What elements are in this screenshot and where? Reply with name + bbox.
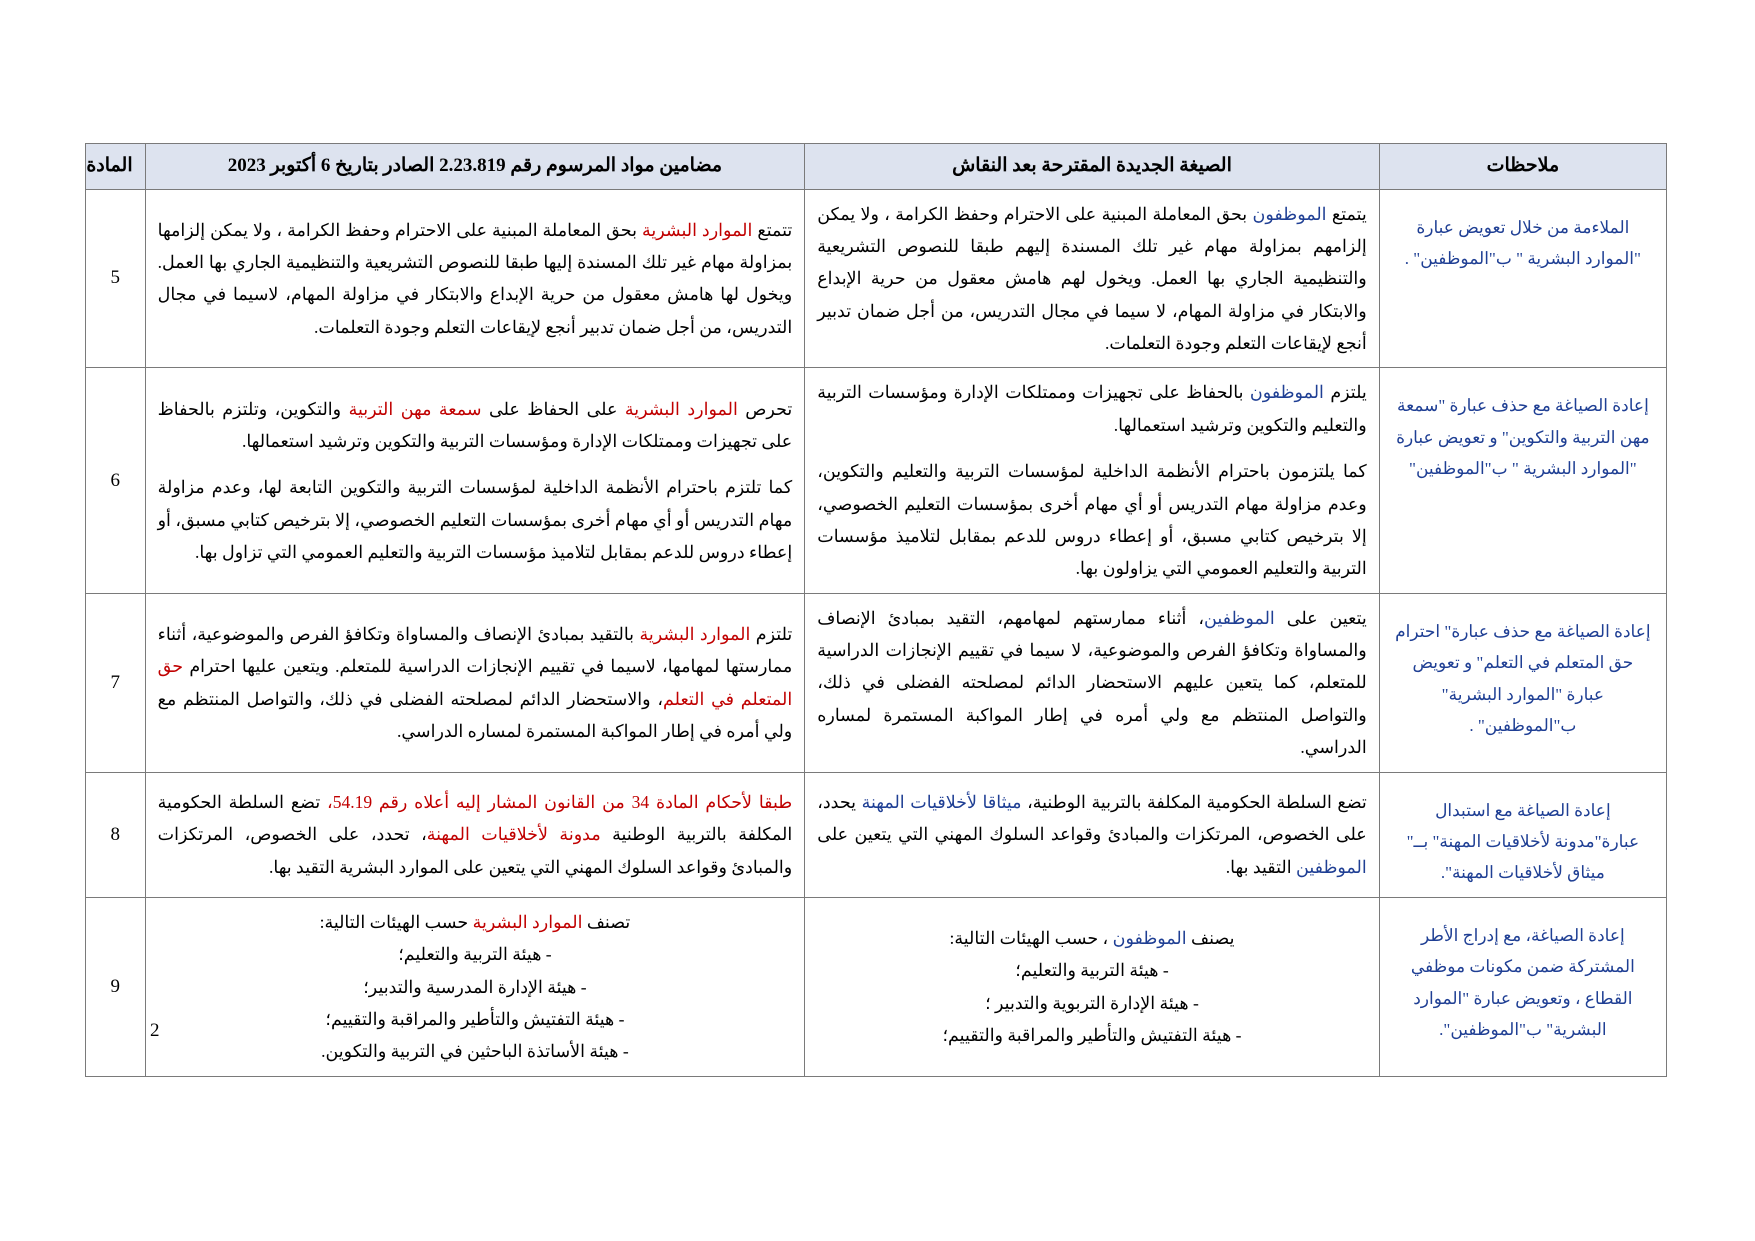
column-header-original-text: مضامين مواد المرسوم رقم 2.23.819 الصادر بتاريخ 6 أكتوبر 2023 (145, 144, 805, 190)
table-header (86, 144, 1667, 190)
column-header-article: المادة (86, 144, 146, 190)
row-notes: الملاءمة من خلال تعويض عبارة "الموارد البشرية " ب"الموظفين" . (1379, 189, 1666, 368)
row-original-text: تصنف الموارد البشرية حسب الهيئات التالية: - هيئة التربية والتعليم؛ - هيئة الإدارة المدرسية والتدبير؛ - هيئة التفتيش والتأطير والمراقبة والتقييم؛ - هيئة الأساتذة الباحثين في التربية والتكوين. (145, 897, 805, 1076)
articles-comparison-table (85, 143, 1667, 1077)
row-article-number: 8 (86, 772, 146, 897)
row-article-number: 6 (86, 368, 146, 593)
row-original-text: طبقا لأحكام المادة 34 من القانون المشار إليه أعلاه رقم 54.19، تضع السلطة الحكومية المكلفة بالتربية الوطنية مدونة لأخلاقيات المهنة، تحدد، على الخصوص، المرتكزات والمبادئ وقواعد السلوك المهني التي يتعين على الموارد البشرية التقيد بها. (145, 772, 805, 897)
row-notes: إعادة الصياغة مع استبدال عبارة"مدونة لأخلاقيات المهنة" بــ" ميثاق لأخلاقيات المهنة". (1379, 772, 1666, 897)
row-new-text: يصنف الموظفون ، حسب الهيئات التالية: - هيئة التربية والتعليم؛ - هيئة الإدارة التربوية والتدبير ؛ - هيئة التفتيش والتأطير والمراقبة والتقييم؛ (805, 897, 1380, 1076)
table-row (86, 897, 1667, 1076)
table-body (86, 189, 1667, 1076)
column-header-new-text: الصيغة الجديدة المقترحة بعد النقاش (805, 144, 1380, 190)
row-original-text: تلتزم الموارد البشرية بالتقيد بمبادئ الإنصاف والمساواة وتكافؤ الفرص والموضوعية، أثناء ممارستها لمهامها، لاسيما في تقييم الإنجازات الدراسية للمتعلم. ويتعين عليها احترام حق المتعلم في التعلم، والاستحضار الدائم لمصلحته الفضلى في ذلك، والتواصل المنتظم مع ولي أمره في إطار المواكبة المستمرة لمساره الدراسي. (145, 593, 805, 772)
table-row (86, 368, 1667, 593)
table-row (86, 189, 1667, 368)
row-notes: إعادة الصياغة مع حذف عبارة "سمعة مهن التربية والتكوين" و تعويض عبارة "الموارد البشرية " ب"الموظفين" (1379, 368, 1666, 593)
row-new-text: يلتزم الموظفون بالحفاظ على تجهيزات وممتلكات الإدارة ومؤسسات التربية والتعليم والتكوين وترشيد استعمالها. كما يلتزمون باحترام الأنظمة الداخلية لمؤسسات التربية والتعليم والتكوين، وعدم مزاولة مهام التدريس أو أي مهام أخرى بمؤسسات التعليم الخصوصي، إلا بترخيص كتابي مسبق، أو إعطاء دروس للدعم بمقابل لتلاميذ مؤسسات التربية والتعليم العمومي التي يزاولون بها. (805, 368, 1380, 593)
row-article-number: 9 (86, 897, 146, 1076)
column-header-notes: ملاحظات (1379, 144, 1666, 190)
table-header-row (86, 144, 1667, 190)
row-new-text: يتعين على الموظفين، أثناء ممارستهم لمهامهم، التقيد بمبادئ الإنصاف والمساواة وتكافؤ الفرص والموضوعية، لا سيما في تقييم الإنجازات الدراسية للمتعلم، كما يتعين عليهم الاستحضار الدائم لمصلحته الفضلى في ذلك، والتواصل المنتظم مع ولي أمره في إطار المواكبة المستمرة لمساره الدراسي. (805, 593, 1380, 772)
row-original-text: تحرص الموارد البشرية على الحفاظ على سمعة مهن التربية والتكوين، وتلتزم بالحفاظ على تجهيزات وممتلكات الإدارة ومؤسسات التربية والتكوين وترشيد استعمالها. كما تلتزم باحترام الأنظمة الداخلية لمؤسسات التربية والتكوين التابعة لها، وعدم مزاولة مهام التدريس أو أي مهام أخرى بمؤسسات التعليم الخصوصي، إلا بترخيص كتابي مسبق، أو إعطاء دروس للدعم بمقابل لتلاميذ مؤسسات التربية والتعليم العمومي التي تزاول بها. (145, 368, 805, 593)
table-row (86, 772, 1667, 897)
row-new-text: تضع السلطة الحكومية المكلفة بالتربية الوطنية، ميثاقا لأخلاقيات المهنة يحدد، على الخصوص، المرتكزات والمبادئ وقواعد السلوك المهني التي يتعين على الموظفين التقيد بها. (805, 772, 1380, 897)
row-notes: إعادة الصياغة مع حذف عبارة" احترام حق المتعلم في التعلم" و تعويض عبارة "الموارد البشرية" ب"الموظفين" . (1379, 593, 1666, 772)
row-new-text: يتمتع الموظفون بحق المعاملة المبنية على الاحترام وحفظ الكرامة ، ولا يمكن إلزامهم بمزاولة مهام غير تلك المسندة إليهم طبقا للنصوص التشريعية والتنظيمية الجاري بها العمل. ويخول لهم هامش معقول من حرية الإبداع والابتكار في مزاولة المهام، لا سيما في مجال التدريس، من أجل ضمان تدبير أنجع لإيقاعات التعلم وجودة التعلمات. (805, 189, 1380, 368)
page-number: 2 (150, 1020, 160, 1041)
row-notes: إعادة الصياغة، مع إدراج الأطر المشتركة ضمن مكونات موظفي القطاع ، وتعويض عبارة "الموارد البشرية" ب"الموظفين". (1379, 897, 1666, 1076)
row-article-number: 7 (86, 593, 146, 772)
table-row (86, 593, 1667, 772)
row-article-number: 5 (86, 189, 146, 368)
row-original-text: تتمتع الموارد البشرية بحق المعاملة المبنية على الاحترام وحفظ الكرامة ، ولا يمكن إلزامها بمزاولة مهام غير تلك المسندة إليها طبقا للنصوص التشريعية والتنظيمية الجاري بها العمل. ويخول لها هامش معقول من حرية الإبداع والابتكار في مزاولة المهام، لاسيما في مجال التدريس، من أجل ضمان تدبير أنجع لإيقاعات التعلم وجودة التعلمات. (145, 189, 805, 368)
